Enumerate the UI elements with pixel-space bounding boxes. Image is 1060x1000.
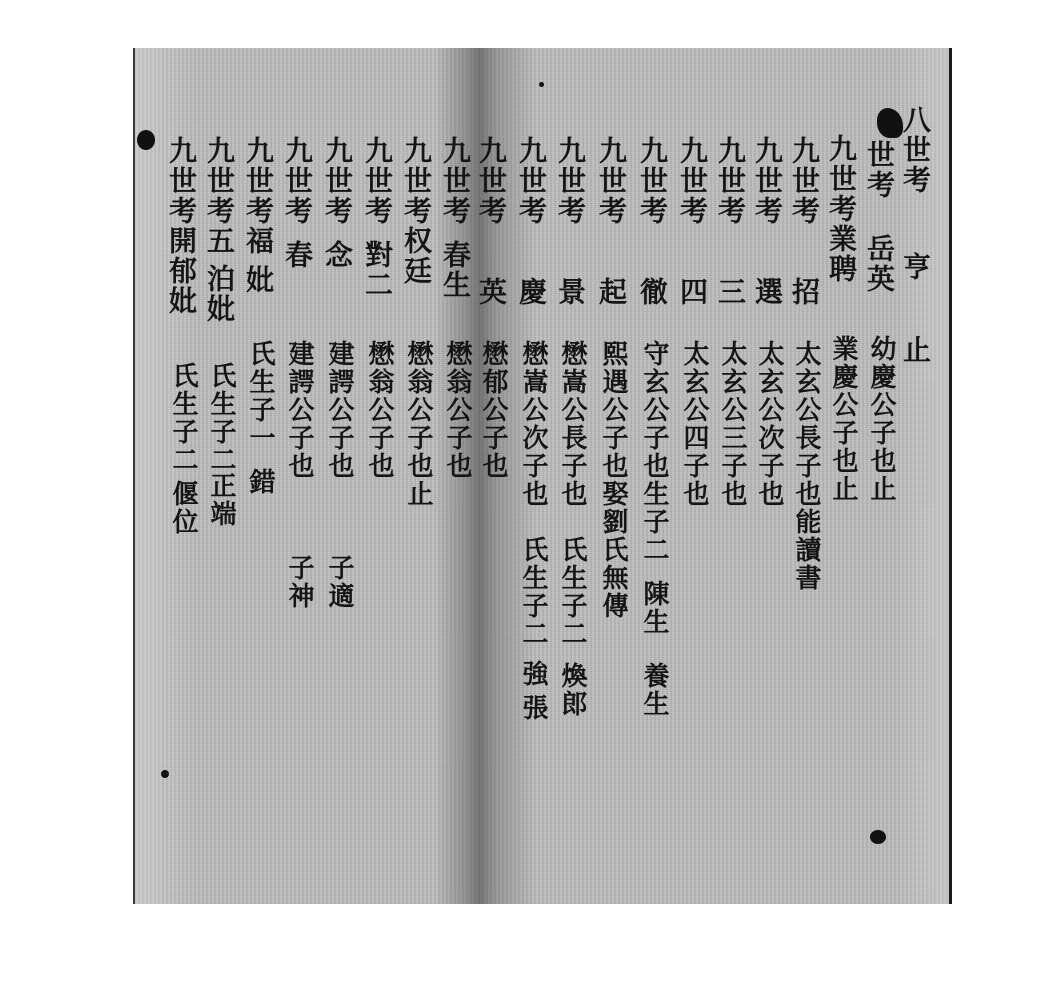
name: 亨	[899, 252, 932, 282]
note: 太玄公四子也	[679, 340, 709, 508]
text-column	[555, 136, 585, 226]
text-column	[284, 554, 314, 610]
name: 對二	[361, 240, 394, 300]
text-column	[789, 136, 819, 226]
text-column	[516, 277, 546, 307]
text-column	[243, 265, 273, 295]
name: 妣	[242, 265, 275, 295]
ink-spot	[137, 130, 155, 150]
heading: 八世考	[899, 105, 932, 195]
note: 太玄公長子也能讀書	[791, 340, 821, 592]
text-column	[637, 277, 667, 307]
text-column	[284, 340, 314, 480]
text-column	[677, 136, 707, 226]
text-column	[679, 340, 709, 508]
text-column	[596, 136, 626, 226]
text-column	[557, 340, 587, 508]
text-column	[476, 277, 506, 307]
name: 四	[676, 277, 709, 307]
note: 懋嵩公長子也	[557, 340, 587, 508]
name: 泊妣	[203, 264, 236, 324]
note: 氏生子二	[168, 362, 198, 474]
child-name: 張	[518, 694, 548, 722]
text-column	[516, 136, 546, 226]
heading: 九世考	[595, 136, 628, 226]
heading: 九世考	[281, 136, 314, 226]
text-column	[518, 340, 548, 508]
note: 懋翁公子也	[442, 340, 472, 480]
heading: 九世考	[751, 136, 784, 226]
child-name: 子神	[284, 554, 314, 610]
ink-spot	[161, 770, 169, 778]
note: 太玄公次子也	[754, 340, 784, 508]
note: 氏生子一	[245, 340, 275, 452]
text-column	[557, 662, 587, 718]
ink-spot	[870, 830, 886, 844]
note: 幼慶公子也止	[866, 335, 896, 503]
text-column	[206, 472, 236, 528]
text-column	[639, 340, 669, 564]
text-column	[752, 136, 782, 226]
text-column	[518, 536, 548, 648]
text-column	[403, 340, 433, 508]
note: 懋郁公子也	[478, 340, 508, 480]
heading: 九世考权廷	[400, 136, 433, 286]
note: 氏生子二	[206, 362, 236, 474]
text-column	[245, 340, 275, 452]
note: 守玄公子也生子二	[639, 340, 669, 564]
text-column	[476, 136, 506, 226]
heading: 九世考	[361, 136, 394, 226]
text-column	[828, 335, 858, 503]
text-column	[596, 277, 626, 307]
text-column	[206, 362, 236, 474]
heading: 九世考	[515, 136, 548, 226]
heading: 九世考	[439, 136, 472, 226]
name: 念	[321, 240, 354, 270]
text-column	[752, 277, 782, 307]
text-column	[639, 580, 669, 636]
note: 止	[899, 335, 932, 365]
text-column	[440, 240, 470, 300]
text-column	[282, 136, 312, 226]
note: 建諤公子也	[284, 340, 314, 480]
heading: 九世考業聘	[825, 134, 858, 284]
name: 三	[714, 277, 747, 307]
text-column	[324, 554, 354, 610]
text-column	[518, 694, 548, 722]
note: 懋嵩公次子也	[518, 340, 548, 508]
text-column	[557, 536, 587, 648]
text-column	[282, 240, 312, 270]
text-column	[478, 340, 508, 480]
name: 起	[595, 277, 628, 307]
note: 太玄公三子也	[717, 340, 747, 508]
note: 業慶公子也止	[828, 335, 858, 503]
text-column	[715, 136, 745, 226]
name: 選	[751, 277, 784, 307]
child-name: 養生	[639, 662, 669, 718]
text-column	[362, 136, 392, 226]
text-column	[204, 136, 234, 256]
child-name: 陳生	[639, 580, 669, 636]
child-name: 偃位	[168, 480, 198, 536]
ink-spot	[539, 82, 544, 87]
note: 熙遇公子也娶劉氏無傳	[598, 340, 628, 620]
name: 岳英	[863, 234, 896, 294]
note: 氏生子二	[557, 536, 587, 648]
name: 英	[475, 277, 508, 307]
text-column	[166, 136, 196, 316]
heading: 九世考	[636, 136, 669, 226]
text-column	[791, 340, 821, 592]
text-column	[637, 136, 667, 226]
note: 懋翁公子也止	[403, 340, 433, 508]
text-column	[639, 662, 669, 718]
note: 氏生子二	[518, 536, 548, 648]
text-column	[789, 277, 819, 307]
text-column	[324, 340, 354, 480]
name: 招	[788, 277, 821, 307]
text-column	[598, 340, 628, 620]
note: 懋翁公子也	[364, 340, 394, 480]
text-column	[864, 234, 894, 294]
child-name: 子適	[324, 554, 354, 610]
text-column	[364, 340, 394, 480]
child-name: 正端	[206, 472, 236, 528]
text-column	[440, 136, 470, 226]
text-column	[900, 105, 930, 195]
name: 春生	[439, 240, 472, 300]
child-name: 煥郎	[557, 662, 587, 718]
name: 景	[554, 277, 587, 307]
child-name: 錯	[245, 468, 275, 496]
heading: 九世考	[676, 136, 709, 226]
text-column	[717, 340, 747, 508]
heading: 九世考	[321, 136, 354, 226]
text-column	[245, 468, 275, 496]
text-column	[555, 277, 585, 307]
text-column	[677, 277, 707, 307]
heading: 九世考	[554, 136, 587, 226]
text-column	[900, 252, 930, 282]
text-column	[243, 136, 273, 256]
text-column	[518, 660, 548, 688]
text-column	[715, 277, 745, 307]
heading: 世考	[863, 140, 896, 200]
text-column	[866, 335, 896, 503]
heading: 九世考福	[242, 136, 275, 256]
text-column	[754, 340, 784, 508]
text-column	[826, 134, 856, 284]
name: 春	[281, 240, 314, 270]
heading: 九世考	[788, 136, 821, 226]
text-column	[322, 136, 352, 226]
child-name: 強	[518, 660, 548, 688]
text-column	[401, 136, 431, 286]
name: 慶	[515, 277, 548, 307]
text-column	[900, 335, 930, 365]
text-column	[168, 362, 198, 474]
heading: 九世考開郁妣	[165, 136, 198, 316]
text-column	[168, 480, 198, 536]
text-column	[442, 340, 472, 480]
heading: 九世考	[714, 136, 747, 226]
text-column	[362, 240, 392, 300]
heading: 九世考五	[203, 136, 236, 256]
heading: 九世考	[475, 136, 508, 226]
text-column	[864, 140, 894, 200]
text-column	[204, 264, 234, 324]
note: 建諤公子也	[324, 340, 354, 480]
text-column	[322, 240, 352, 270]
name: 徹	[636, 277, 669, 307]
